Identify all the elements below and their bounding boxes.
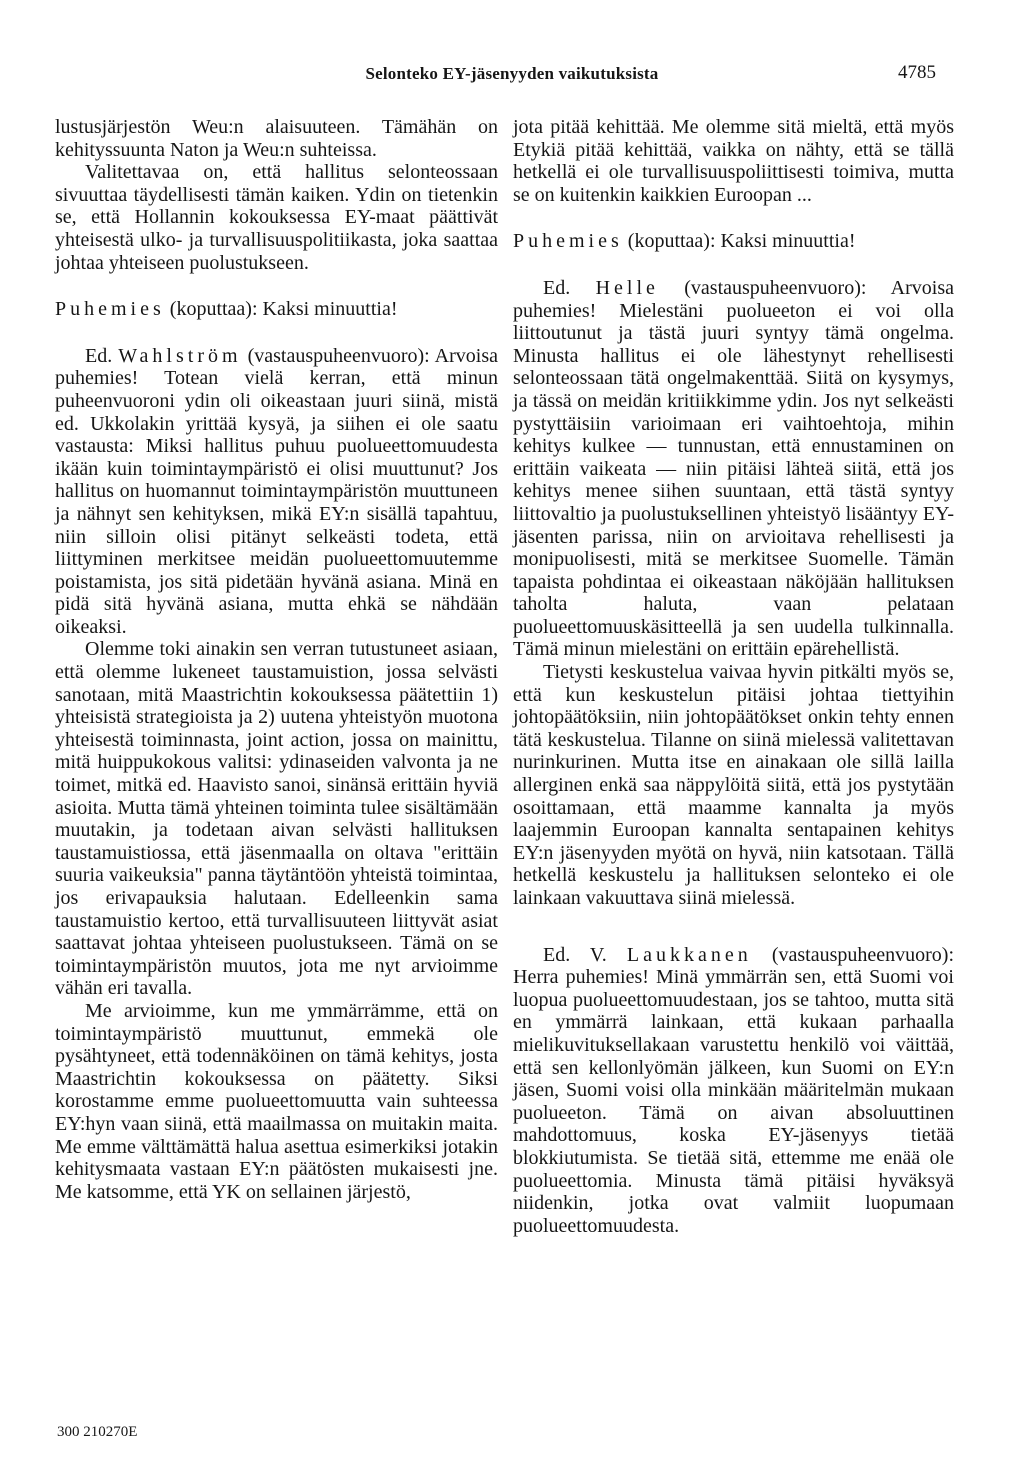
paragraph: jota pitää kehittää. Me olemme sitä mieltä, että myös Etykiä pitää kehittää, vaikka on nähty, että se tällä hetkellä ei ole turvallisuuspoliittisesti toimiva, mutta se on kuitenkin kaikkien Euroopan ... [513, 116, 954, 206]
left-column [55, 116, 498, 1203]
speech-text: Arvoisa puhemies! Totean vielä kerran, että minun puheenvuoroni ydin oli oikeastaan juuri siinä, mistä ed. Ukkolakin yrittää kysyä, ja siihen ei ole saatu vastausta: Miksi hallitus puhuu puolueettomuudesta ikään kuin toimintaympäristö ei olisi muuttunut? Jos hallitus on huomannut toimintaympäristön muuttuneen ja nähnyt sen kehityksen, mikä EY:n sisällä tapahtuu, niin silloin olisi pitänyt selkeästi todeta, että liittyminen merkitsee meidän puolueettomuutemme poistamista, jos sitä pidetään hyvänä asiana. Minä en pidä sitä hyvänä asiana, mutta ehkä se nähdään oikeaksi. [55, 344, 498, 638]
speaker-name: Helle [595, 276, 659, 299]
speaker-role: (vastauspuheenvuoro): [751, 943, 954, 966]
paragraph: lustusjärjestön Weu:n alaisuuteen. Tämähän on kehityssuunta Naton ja Weu:n suhteissa. [55, 116, 498, 161]
paragraph: Tietysti keskustelua vaivaa hyvin pitkälti myös se, että kun keskustelun pitäisi johtaa tiettyihin johtopäätöksiin, niin johtopäätökset onkin tehty ennen tätä keskustelua. Tilanne on siinä mielessä valitettavan nurinkurinen. Mutta itse en ainakaan ole sillä lailla allerginen enkä saa näppylöitä siitä, että jos pystytään osoittamaan, että maamme kannalta ja myös laajemmin Euroopan kannalta sentapainen kehitys EY:n jäsenyyden myötä on hyvä, niin katsotaan. Tällä hetkellä keskustelu ja hallituksen selonteko ei ole lainkaan vakuuttava siinä mielessä. [513, 661, 954, 909]
speaker-name: Puhemies [513, 230, 623, 253]
speaker-role: (vastauspuheenvuoro): [241, 344, 435, 367]
speech-text: Arvoisa puhemies! Mielestäni puolueeton ei voi olla liittoutunut ja tästä juuri syntyy tämä ongelma. Minusta hallitus ei ole lähestynyt rehellisesti selonteossaan tätä ongelmakenttää. Siitä on kysymys, ja tässä on meidän kritiikkimme ydin. Jos nyt selkeästi pystyttäisiin varioimaan eri vaihtoehtoja, mihin kehitys kulkee — tunnustan, että ennustaminen on erittäin vaikeata — niin pitäisi lähteä siitä, että jos kehitys menee siihen suuntaan, että tästä syntyy liittovaltio ja puolustuksellinen yhteistyö lisääntyy EY-jäsenten parissa, niin on arvioitava rehellisesti ja monipuolisesti, mitä se merkitsee Suomelle. Tämän tapaista pohdintaa ei oikeastaan näköjään hallituksen taholta haluta, vaan pelataan puolueettomuuskäsitteellä ja sen uudella tulkinnalla. Tämä minun mielestäni on erittäin epärehellistä. [513, 276, 954, 661]
speech [55, 345, 498, 639]
speech [513, 944, 954, 1238]
interjection-text: (koputtaa): Kaksi minuuttia! [164, 298, 398, 321]
chair-interjection [513, 230, 954, 253]
speaker-name: Wahlström [118, 344, 242, 367]
speech [513, 277, 954, 661]
chair-interjection [55, 298, 498, 321]
speaker-name: Laukkanen [626, 943, 752, 966]
speaker-role: (vastauspuheenvuoro): [658, 276, 891, 299]
speaker-prefix: Ed. V. [543, 943, 627, 966]
right-column [513, 116, 954, 1237]
running-header-title: Selonteko EY-jäsenyyden vaikutuksista [365, 64, 659, 83]
speaker-name: Puhemies [55, 298, 165, 321]
paragraph: Valitettavaa on, että hallitus selonteossaan sivuuttaa täydellisesti tämän kaiken. Ydin on tietenkin se, että Hollannin kokouksessa EY-maat päättivät yhteisestä ulko- ja turvallisuuspolitiikasta, joka saattaa johtaa yhteiseen puolustukseen. [55, 161, 498, 274]
interjection-text: (koputtaa): Kaksi minuuttia! [622, 230, 856, 253]
paragraph: Olemme toki ainakin sen verran tutustuneet asiaan, että olemme lukeneet taustamuistion, jossa selvästi sanotaan, mitä Maastrichtin kokouksessa päätettiin 1) yhteisistä strategioista ja 2) uutena yhteistyön muotona yhteisestä toiminnasta, joint action, jossa on mainittu, mitä huippukokous valitsi: ydinaseiden valvonta ja ne toimet, mitkä ed. Haavisto sanoi, sinänsä erittäin hyviä asioita. Mutta tämä yhteinen toiminta tulee sisältämään muutakin, ja todetaan aivan selvästi hallituksen taustamuistiossa, että jäsenmaalla on oltava "erittäin suuria vaikeuksia" panna täytäntöön yhteistä toimintaa, jos erivapauksia halutaan. Edelleenkin sama taustamuistio kertoo, että turvallisuuteen liittyvät asiat saattavat johtaa yhteiseen puolustukseen. Tämä on se toimintaympäristön muutos, jota me nyt arvioimme vähän eri tavalla. [55, 638, 498, 1000]
speaker-prefix: Ed. [543, 276, 596, 299]
page-number: 4785 [898, 62, 936, 83]
print-code: 300 210270E [57, 1424, 138, 1440]
speaker-prefix: Ed. [85, 344, 119, 367]
speech-text: Herra puhemies! Minä ymmärrän sen, että Suomi voi luopua puolueettomuudestaan, jos se tahtoo, mutta sitä en ymmärrä lainkaan, että kukaan parhaalla mielikuvituksellakaan varustettu henkilö voi väittää, että sen kellonlyömän jälkeen, kun Suomi on EY:n jäsen, Suomi voisi olla minkään määritelmän mukaan puolueeton. Tämä on aivan absoluuttinen mahdottomuus, koska EY-jäsenyys tietää blokkiutumista. Se tietää sitä, ettemme me enää ole puolueettomia. Minusta tämä pitäisi hyväksyä niidenkin, jotka ovat valmiit luopumaan puolueettomuudesta. [513, 966, 954, 1237]
paragraph: Me arvioimme, kun me ymmärrämme, että on toimintaympäristö muuttunut, emmekä ole pysähtyneet, että todennäköinen on tämä kehitys, josta Maastrichtin kokouksessa on päätetty. Siksi korostamme emme puolueettomuutta vain suhteessa EY:hyn vaan siinä, että maailmassa on muitakin maita. Me emme välttämättä halua asettua esimerkiksi jotakin kehitysmaata vastaan EY:n päätösten mukaisesti jne. Me katsomme, että YK on sellainen järjestö, [55, 999, 498, 1203]
